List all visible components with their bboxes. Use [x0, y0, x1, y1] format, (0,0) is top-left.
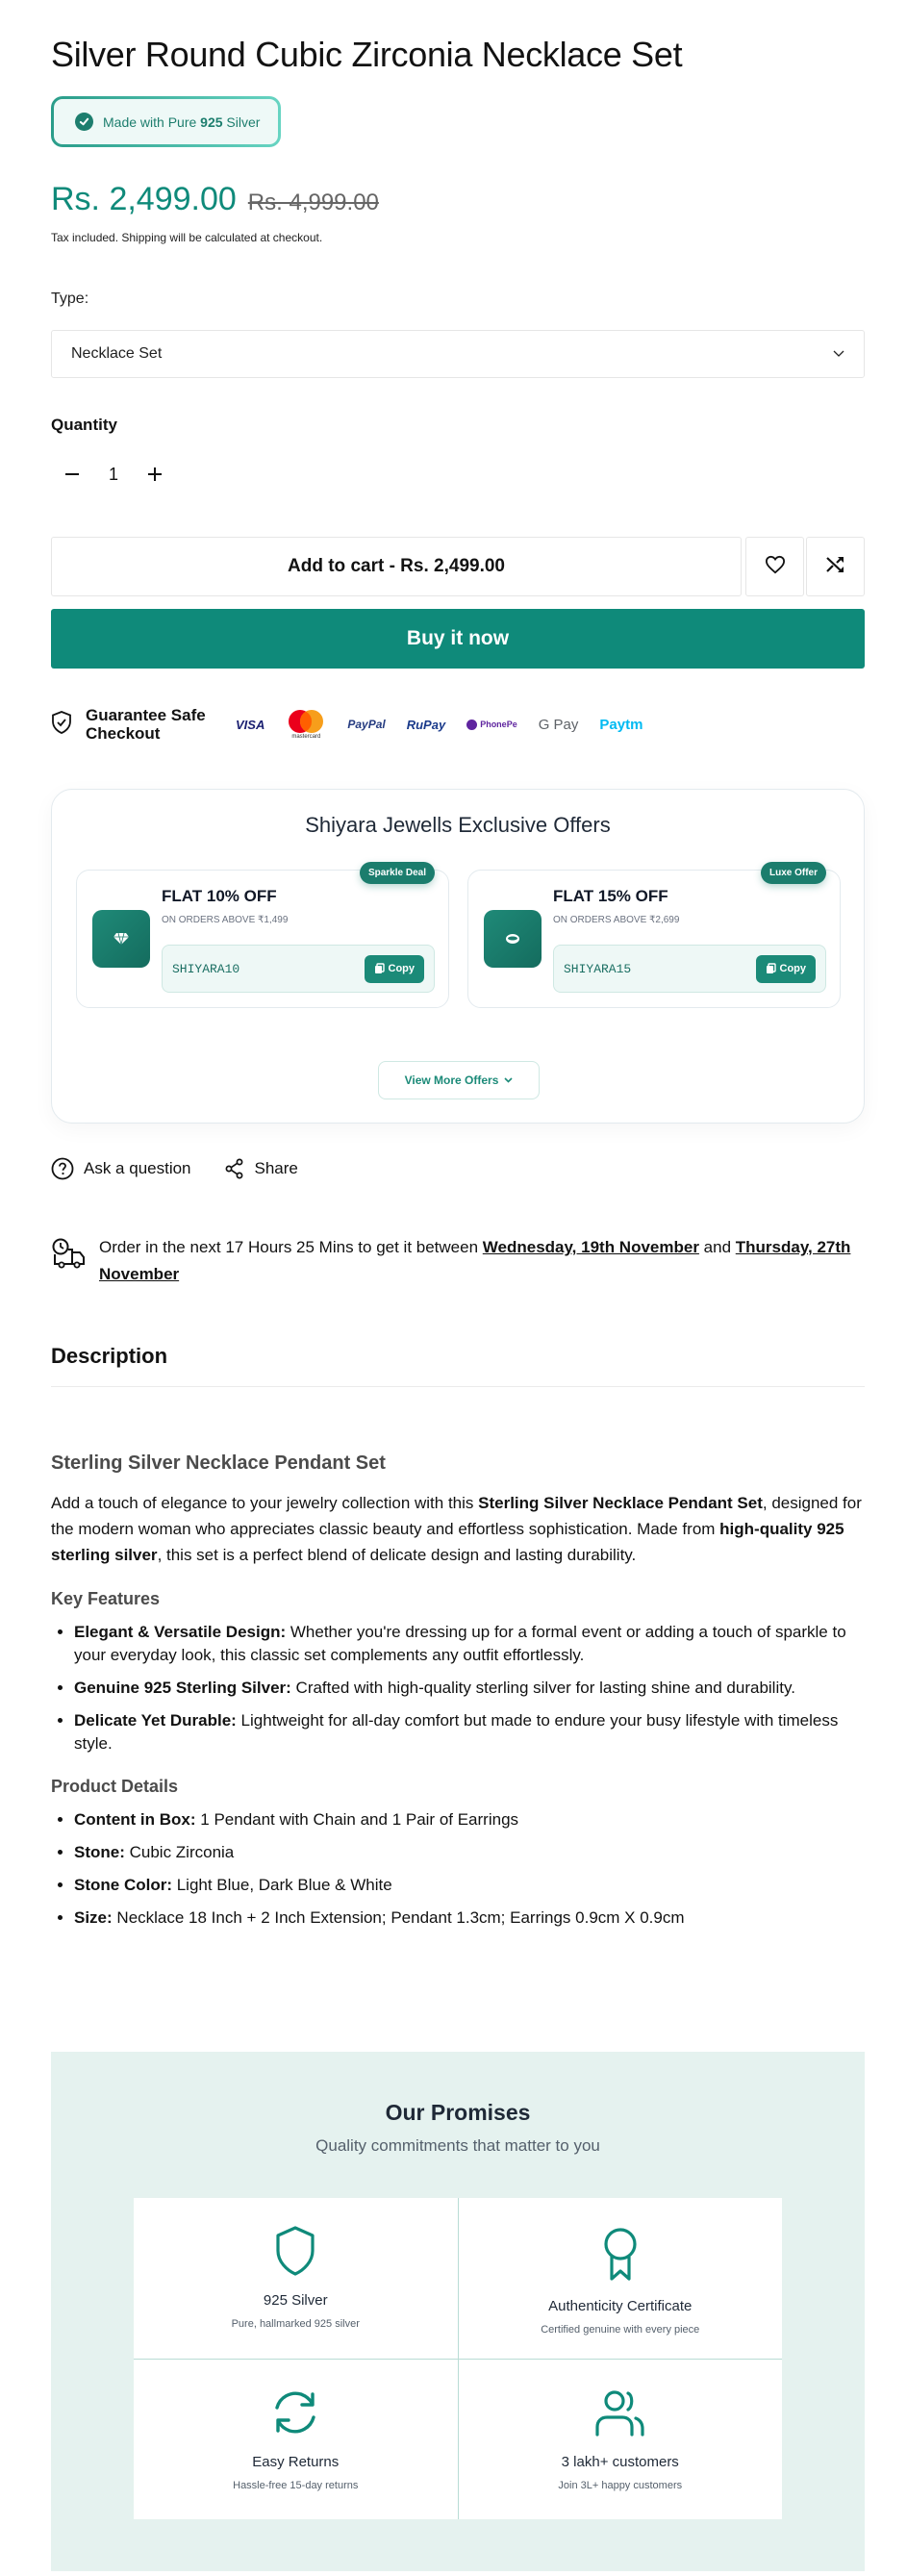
list-item: • Stone Color: Light Blue, Dark Blue & White	[74, 1874, 865, 1897]
exclusive-offers-panel	[51, 789, 865, 1124]
coupon-code: SHIYARA10	[172, 961, 240, 976]
chevron-down-icon	[833, 345, 844, 363]
list-item: • Content in Box: 1 Pendant with Chain and 1 Pair of Earrings	[74, 1808, 865, 1831]
ring-icon	[484, 910, 542, 968]
quantity-increase-button[interactable]	[134, 457, 176, 492]
key-features-list	[74, 1621, 865, 1755]
coupon-code-box	[553, 945, 826, 993]
plus-icon	[148, 467, 162, 481]
price-row	[51, 181, 379, 218]
quantity-stepper	[51, 457, 176, 492]
offer-card	[76, 870, 449, 1008]
promises-grid	[134, 2198, 782, 2519]
promise-item: Easy Returns Hassle-free 15-day returns	[134, 2360, 458, 2520]
refresh-icon	[269, 2387, 321, 2438]
copy-icon	[766, 963, 776, 974]
safe-checkout-row	[51, 705, 642, 744]
offer-heading: FLAT 10% OFF	[162, 887, 277, 905]
promises-title: Our Promises	[385, 2100, 531, 2125]
promise-item: Authenticity Certificate Certified genuine with every piece	[459, 2198, 783, 2359]
variant-label: Type:	[51, 290, 89, 307]
buy-now-button[interactable]: Buy it now	[51, 609, 865, 669]
view-more-offers-button[interactable]: View More Offers	[378, 1061, 540, 1099]
our-promises-section	[51, 2052, 865, 2571]
chevron-down-icon	[504, 1077, 513, 1083]
divider	[51, 1386, 865, 1387]
compare-button[interactable]	[806, 537, 865, 596]
product-title: Silver Round Cubic Zirconia Necklace Set	[51, 35, 683, 74]
delivery-truck-clock-icon	[51, 1238, 88, 1288]
product-actions	[51, 1157, 298, 1180]
paypal-logo: PayPal	[347, 718, 386, 731]
cart-actions	[51, 537, 865, 596]
pure-silver-badge	[51, 96, 281, 147]
minus-icon	[65, 473, 79, 475]
diamond-icon	[92, 910, 150, 968]
coupon-code-box	[162, 945, 435, 993]
users-icon	[593, 2387, 647, 2438]
check-circle-icon	[75, 113, 93, 131]
shield-check-icon	[51, 710, 72, 740]
safe-checkout-label: Guarantee Safe Checkout	[86, 706, 206, 743]
delivery-estimate	[51, 1234, 865, 1288]
offer-tag: Luxe Offer	[761, 862, 826, 884]
offer-condition: ON ORDERS ABOVE ₹1,499	[162, 915, 289, 925]
ask-question-button[interactable]: Ask a question	[51, 1157, 191, 1180]
share-button[interactable]: Share	[224, 1157, 298, 1180]
list-item: • Elegant & Versatile Design: Whether you're dressing up for a formal event or adding a touch of sparkle to your everyday look, this classic set complements any outfit effortlessly.	[74, 1621, 865, 1667]
rupay-logo: RuPay	[406, 717, 446, 732]
shuffle-icon	[825, 555, 846, 579]
product-details-list	[74, 1808, 865, 1930]
key-features-heading: Key Features	[51, 1589, 161, 1608]
wishlist-button[interactable]	[745, 537, 804, 596]
promise-item: 3 lakh+ customers Join 3L+ happy customers	[459, 2360, 783, 2520]
question-circle-icon	[51, 1157, 74, 1180]
variant-selected-value: Necklace Set	[71, 345, 163, 362]
mastercard-logo: mastercard	[286, 709, 326, 740]
offer-card	[467, 870, 841, 1008]
share-icon	[224, 1158, 245, 1179]
list-item: • Stone: Cubic Zirconia	[74, 1841, 865, 1864]
gpay-logo: G Pay	[538, 716, 579, 733]
promises-subtitle: Quality commitments that matter to you	[315, 2136, 600, 2155]
copy-code-button[interactable]: Copy	[756, 955, 817, 983]
copy-icon	[374, 963, 385, 974]
heart-icon	[765, 555, 786, 579]
list-item: • Delicate Yet Durable: Lightweight for all-day comfort but made to endure your busy lifestyle with timeless style.	[74, 1709, 865, 1755]
quantity-input[interactable]: 1	[108, 464, 118, 484]
offers-title: Shiyara Jewells Exclusive Offers	[305, 813, 611, 837]
compare-price: Rs. 4,999.00	[247, 189, 379, 215]
variant-select[interactable]	[51, 330, 865, 378]
offer-condition: ON ORDERS ABOVE ₹2,699	[553, 915, 680, 925]
description-subtitle: Sterling Silver Necklace Pendant Set	[51, 1452, 386, 1474]
promise-item: 925 Silver Pure, hallmarked 925 silver	[134, 2198, 458, 2359]
visa-logo: VISA	[236, 717, 265, 732]
description-body	[51, 1452, 865, 1939]
coupon-code: SHIYARA15	[564, 961, 632, 976]
description-intro: Add a touch of elegance to your jewelry collection with this Sterling Silver Necklace Pendant Set, designed for the modern woman who appreciates classic beauty and effortless sophistication. Made from high-quality 925 sterling silver, this set is a perfect blend of delicate design and lasting durability.	[51, 1494, 862, 1564]
list-item: • Genuine 925 Sterling Silver: Crafted with high-quality sterling silver for lasting shine and durability.	[74, 1677, 865, 1700]
description-tab-heading[interactable]: Description	[51, 1344, 168, 1368]
offer-heading: FLAT 15% OFF	[553, 887, 668, 905]
badge-text: Made with Pure 925 Silver	[103, 114, 261, 130]
offer-tag: Sparkle Deal	[360, 862, 435, 884]
copy-code-button[interactable]: Copy	[365, 955, 425, 983]
paytm-logo: Paytm	[599, 716, 643, 733]
list-item: • Size: Necklace 18 Inch + 2 Inch Extension; Pendant 1.3cm; Earrings 0.9cm X 0.9cm	[74, 1907, 865, 1930]
sale-price: Rs. 2,499.00	[51, 181, 237, 217]
shield-icon	[272, 2225, 318, 2277]
phonepe-logo: PhonePe	[466, 720, 517, 730]
product-details-heading: Product Details	[51, 1777, 179, 1796]
delivery-text: Order in the next 17 Hours 25 Mins to get it between Wednesday, 19th November and Thursday, 27th November	[99, 1238, 851, 1283]
quantity-label: Quantity	[51, 416, 117, 434]
add-to-cart-button[interactable]: Add to cart - Rs. 2,499.00	[51, 537, 742, 596]
quantity-decrease-button[interactable]	[51, 457, 93, 492]
award-icon	[601, 2225, 640, 2283]
payment-logos	[236, 709, 642, 740]
tax-note: Tax included. Shipping will be calculated at checkout.	[51, 231, 323, 244]
